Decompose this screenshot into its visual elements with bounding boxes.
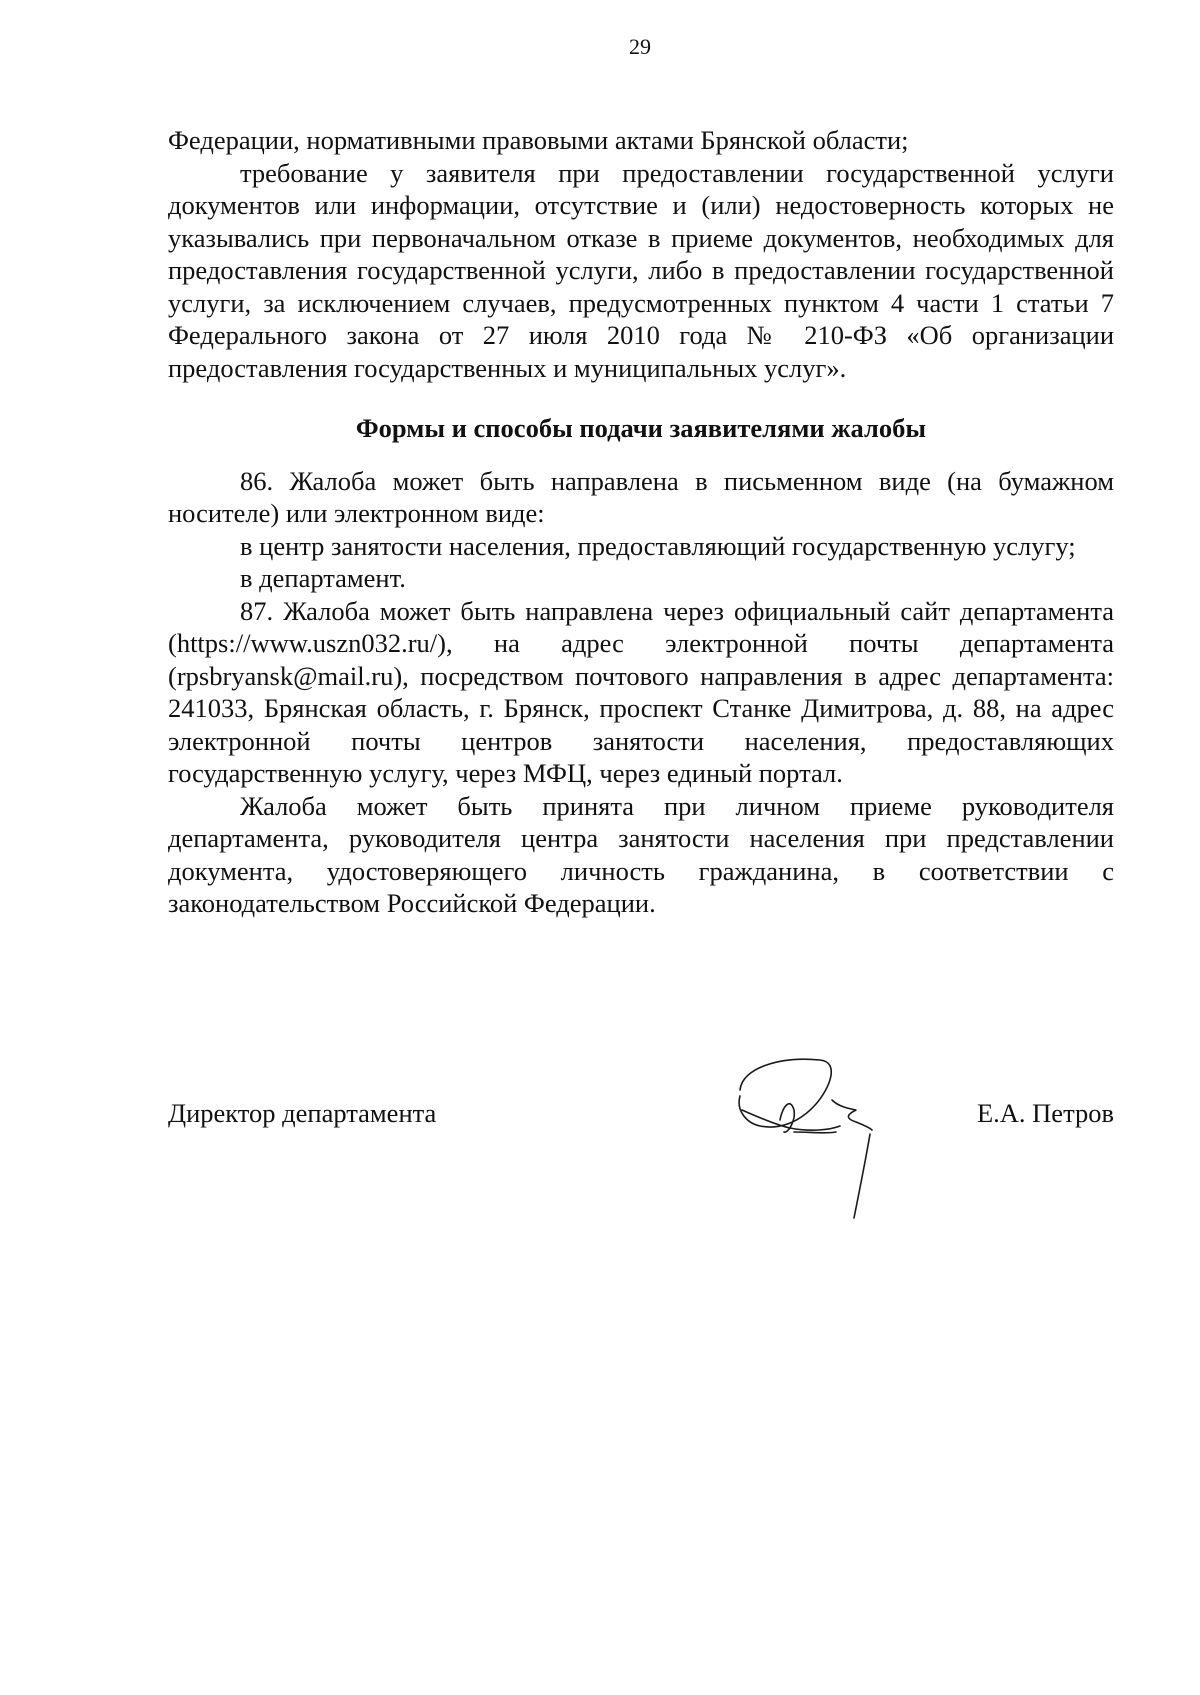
paragraph-department: в департамент. bbox=[240, 563, 406, 593]
paragraph-87: 87. Жалоба может быть направлена через официальный сайт департамента (https://www.uszn032.ru/), на адрес электронной почты департамента (rpsbryansk@mail.ru), посредством почтового направления в адрес департамента: 241033, Брянская область, г. Брянск, проспект Станке Димитрова, д. 88, на адрес электронной почты центров занятости населения, предоставляющих государственную услугу, через МФЦ, через единый портал. bbox=[168, 595, 1114, 788]
page-number: 29 bbox=[629, 34, 651, 59]
handwritten-signature bbox=[720, 1048, 900, 1238]
signatory-title: Директор департамента bbox=[168, 1098, 437, 1128]
paragraph-employment-center: в центр занятости населения, предоставляющий государственную услугу; bbox=[240, 530, 1076, 561]
paragraph-personal-reception: Жалоба может быть принята при личном приеме руководителя департамента, руководителя центра занятости населения при представлении документа, удостоверяющего личность гражданина, в соответствии с законодательством Российской Федерации. bbox=[168, 790, 1114, 918]
paragraph-continuation: Федерации, нормативными правовыми актами Брянской области; bbox=[168, 125, 909, 155]
document-body bbox=[168, 124, 1114, 920]
paragraph-86: 86. Жалоба может быть направлена в письменном виде (на бумажном носителе) или электронном виде: bbox=[168, 465, 1114, 528]
section-heading: Формы и способы подачи заявителями жалобы bbox=[355, 413, 927, 443]
paragraph-requirement: требование у заявителя при предоставлении государственной услуги документов или информации, отсутствие и (или) недостоверность которых не указывались при первоначальном отказе в приеме документов, необходимых для предоставления государственной услуги, либо в предоставлении государственной услуги, за исключением случаев, предусмотренных пунктом 4 части 1 статьи 7 Федерального закона от 27 июля 2010 года № 210-ФЗ «Об организации предоставления государственных и муниципальных услуг». bbox=[168, 157, 1114, 383]
signature-block bbox=[168, 1098, 1114, 1138]
signatory-name: Е.А. Петров bbox=[976, 1098, 1114, 1128]
